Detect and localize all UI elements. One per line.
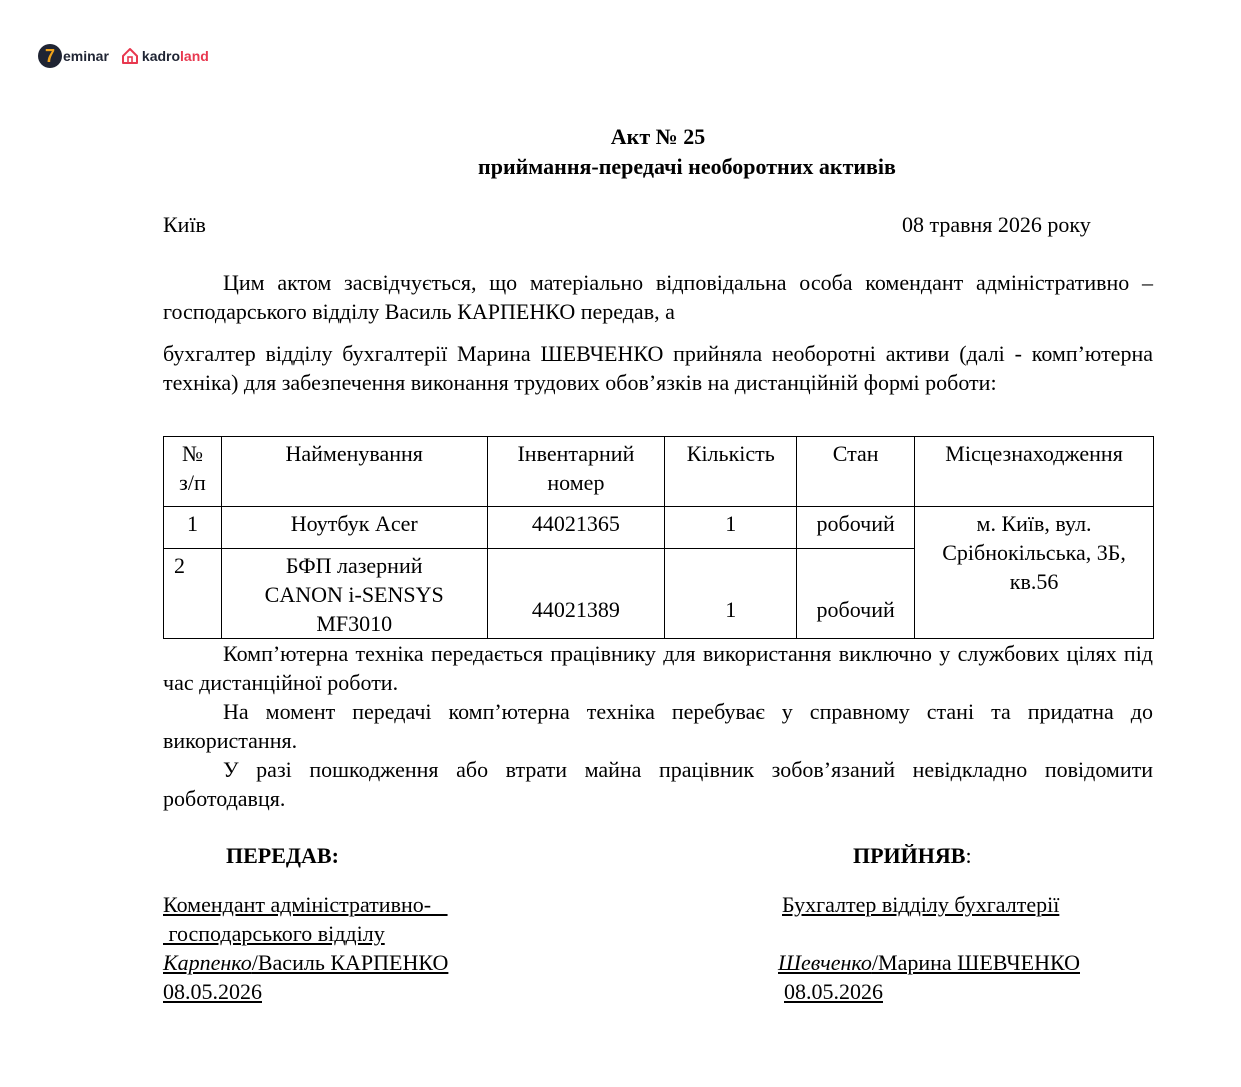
- sender-position-line2: господарського відділу: [163, 921, 385, 946]
- sender-heading: ПЕРЕДАВ:: [226, 843, 339, 868]
- header-number: № з/п: [164, 437, 222, 507]
- paragraph-liability: У разі пошкодження або втрати майна працівник зобов’язаний невідкладно повідомити роботодавця.: [163, 757, 1153, 811]
- row2-inventory: 44021389: [487, 549, 665, 639]
- paragraph-condition: На момент передачі комп’ютерна техніка перебуває у справному стані та придатна до використання.: [163, 699, 1153, 753]
- receiver-heading: ПРИЙНЯВ:: [853, 843, 972, 868]
- act-subtitle: приймання-передачі необоротних активів: [478, 154, 896, 179]
- paragraph-receiver: бухгалтер відділу бухгалтерії Марина ШЕВЧЕНКО прийняла необоротні активи (далі - комп’ютерна техніка) для забезпечення виконання трудових обов’язків на дистанційній формі роботи:: [163, 341, 1153, 395]
- act-title: Акт № 25: [610, 124, 706, 149]
- header-location: Місцезнаходження: [915, 437, 1154, 507]
- assets-table: [163, 436, 1154, 639]
- seminar-logo-mark: 7: [38, 44, 62, 68]
- header-state: Стан: [797, 437, 915, 507]
- sender-date: 08.05.2026: [163, 979, 262, 1004]
- sender-block: [163, 890, 448, 1006]
- row2-state: робочий: [797, 549, 915, 639]
- location-cell: м. Київ, вул. Срібнокільська, 3Б, кв.56: [915, 507, 1154, 639]
- receiver-position: Бухгалтер відділу бухгалтерії: [782, 892, 1060, 917]
- house-icon: [121, 47, 139, 65]
- row1-state: робочий: [797, 507, 915, 549]
- receiver-signature: Шевченко/Марина ШЕВЧЕНКО: [778, 950, 1080, 975]
- act-date: 08 травня 2026 року: [902, 212, 1091, 237]
- kadroland-logo: [121, 47, 209, 65]
- paragraph-intro: Цим актом засвідчується, що матеріально відповідальна особа комендант адміністративно – господарського відділу Василь КАРПЕНКО передав, а: [163, 270, 1153, 324]
- row2-name: БФП лазерний CANON i-SENSYS MF3010: [221, 549, 487, 639]
- row1-inventory: 44021365: [487, 507, 665, 549]
- receiver-block: [778, 890, 1080, 1006]
- row1-name: Ноутбук Acer: [221, 507, 487, 549]
- header-quantity: Кількість: [665, 437, 797, 507]
- header-inventory: Інвентарний номер: [487, 437, 665, 507]
- table-row: [164, 507, 1154, 549]
- table-header-row: [164, 437, 1154, 507]
- seminar-logo-text: eminar: [63, 48, 109, 64]
- row2-quantity: 1: [665, 549, 797, 639]
- paragraph-usage: Комп’ютерна техніка передається працівнику для використання виключно у службових цілях під час дистанційної роботи.: [163, 641, 1153, 695]
- row1-number: 1: [164, 507, 222, 549]
- receiver-date: 08.05.2026: [784, 979, 883, 1004]
- seminar-logo: [38, 44, 109, 68]
- header-logos: [38, 44, 209, 68]
- row2-number: 2: [164, 549, 222, 639]
- header-name: Найменування: [221, 437, 487, 507]
- sender-position-line1: Комендант адміністративно-: [163, 892, 448, 917]
- kadroland-logo-text: kadroland: [141, 48, 209, 64]
- row1-quantity: 1: [665, 507, 797, 549]
- act-place: Київ: [163, 212, 206, 237]
- sender-signature: Карпенко/Василь КАРПЕНКО: [163, 950, 449, 975]
